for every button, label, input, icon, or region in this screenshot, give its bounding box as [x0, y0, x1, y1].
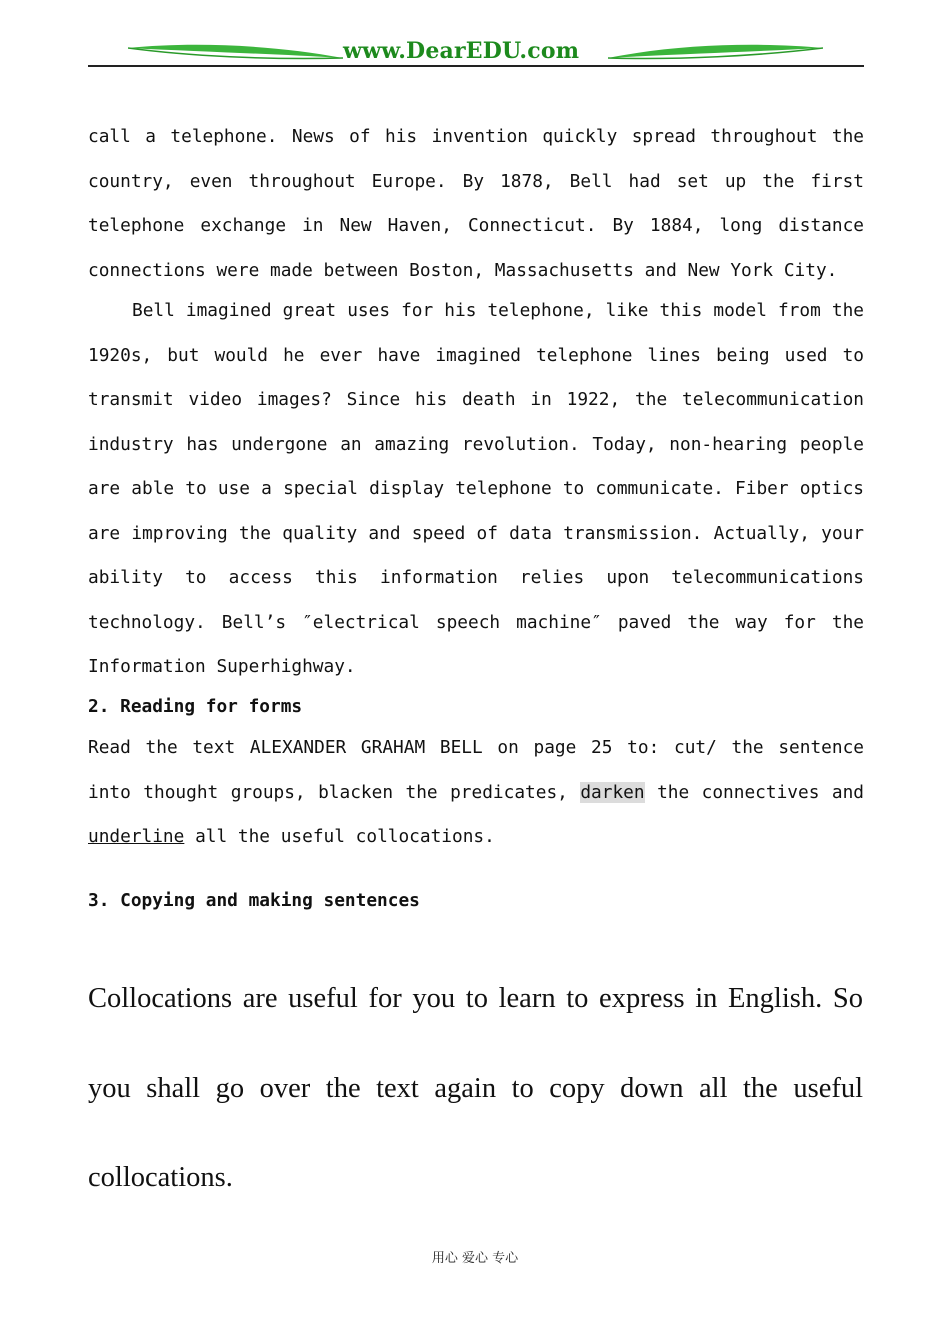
instruction-text-a: Read the text ALEXANDER GRAHAM BELL on page 25 to: cut/ the sentence into thought groups, blacken the predicates,	[88, 737, 864, 803]
instruction-text-c: all the useful collocations.	[195, 826, 495, 847]
left-leaf-decoration	[128, 42, 343, 62]
section-2-instructions	[88, 726, 864, 860]
section-2-heading: 2. Reading for forms	[88, 696, 303, 717]
highlighted-word-darken: darken	[580, 781, 645, 803]
section-3-body: Collocations are useful for you to learn to express in English. So you shall go over the text again to copy down all the useful collocations.	[88, 983, 863, 1193]
right-leaf-decoration	[608, 42, 823, 62]
header-rule	[88, 65, 864, 67]
paragraph-bell-legacy: Bell imagined great uses for his telephone, like this model from the 1920s, but would he ever have imagined telephone lines being used to transmit video images? Since his death in 1922, the telecommunication industry has undergone an amazing revolution. Today, non-hearing people are able to use a special display telephone to communicate. Fiber optics are improving the quality and speed of data transmission. Actually, your ability to access this information relies upon telecommunications technology. Bell’s ″electrical speech machine″ paved the way for the Information Superhighway.	[88, 300, 864, 677]
section-3-heading: 3. Copying and making sentences	[88, 890, 420, 911]
underlined-word: underline	[88, 826, 185, 847]
instruction-text-b: the connectives and	[657, 781, 864, 803]
site-brand: www.DearEDU.com	[343, 38, 580, 64]
paragraph-telephone-spread: call a telephone. News of his invention quickly spread throughout the country, even throughout Europe. By 1878, Bell had set up the first telephone exchange in New Haven, Connecticut. By 1884, long distance connections were made between Boston, Massachusetts and New York City.	[88, 126, 864, 281]
page-header	[88, 36, 864, 70]
page-footer: 用心 爱心 专心	[431, 1251, 519, 1266]
